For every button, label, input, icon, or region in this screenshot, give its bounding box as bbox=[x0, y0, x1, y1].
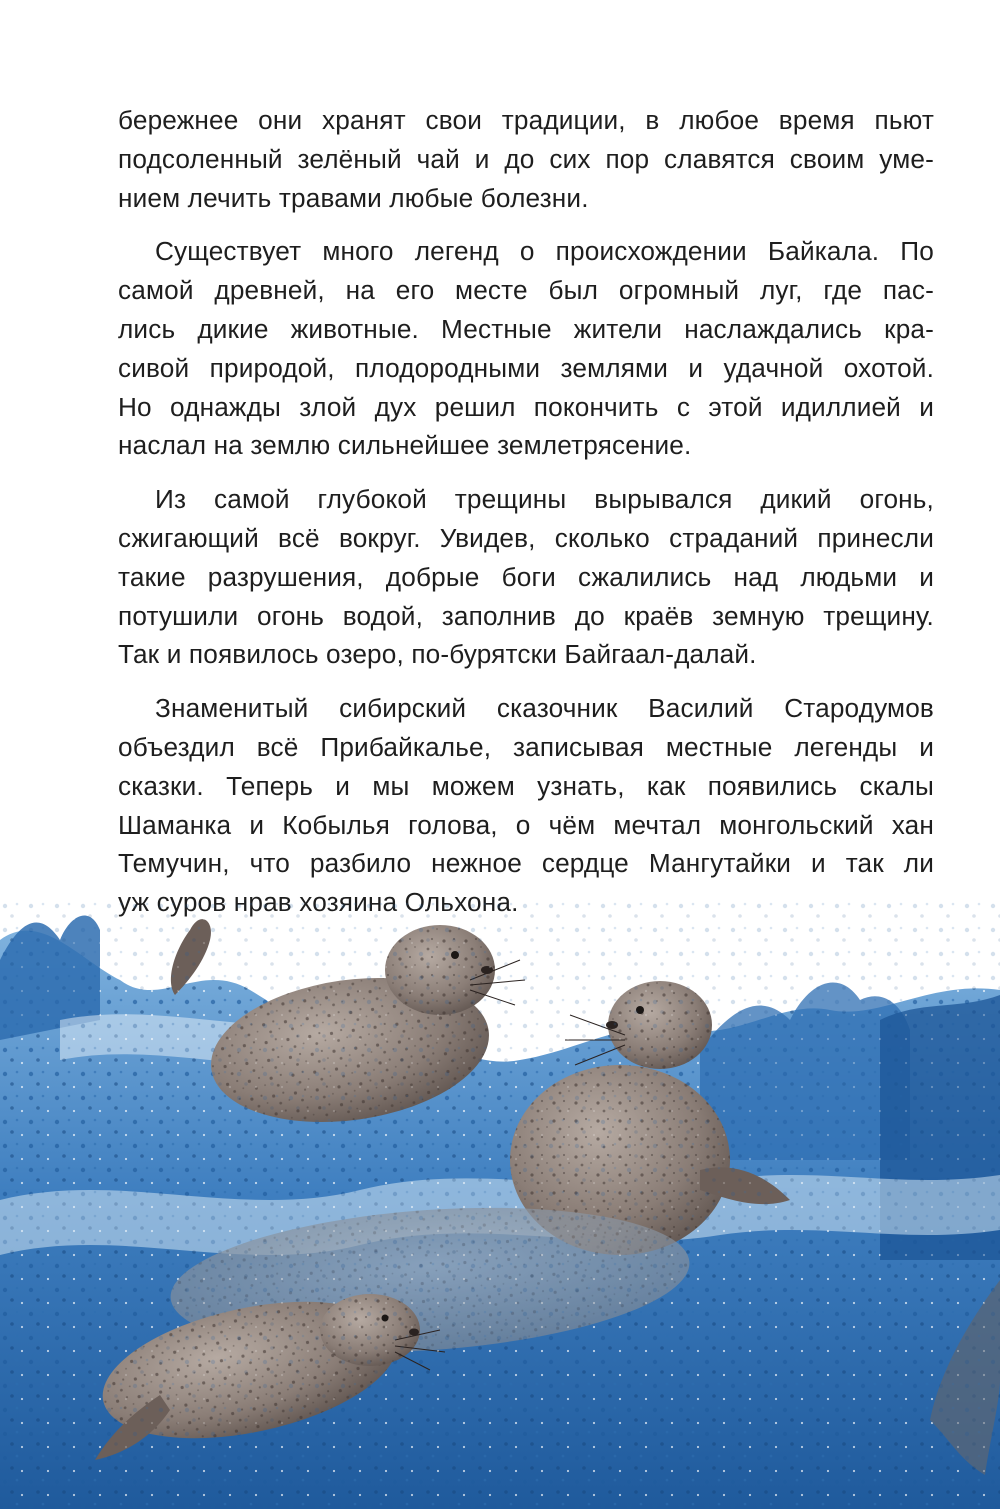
paragraph-1 bbox=[118, 101, 934, 217]
paragraph-2 bbox=[118, 232, 934, 465]
text-line: лись дикие животные. Местные жители наслаждались кра- bbox=[118, 313, 934, 344]
text-line: Существует много легенд о происхождении Байкала. По bbox=[155, 236, 934, 267]
body-text bbox=[118, 101, 934, 937]
text-line: нием лечить травами любые болезни. bbox=[118, 182, 589, 213]
text-line: сжигающий всё вокруг. Увидев, сколько страданий принесли bbox=[118, 522, 934, 553]
text-line: Но однажды злой дух решил покончить с этой идиллией и bbox=[118, 391, 934, 422]
text-line: Темучин, что разбило нежное сердце Мангутайки и так ли bbox=[118, 848, 934, 879]
text-line: объездил всё Прибайкалье, записывая местные легенды и bbox=[118, 731, 934, 762]
text-line: самой древней, на его месте был огромный луг, где пас- bbox=[118, 275, 934, 306]
text-line: бережнее они хранят свои традиции, в любое время пьют bbox=[118, 105, 934, 135]
text-line: подсоленный зелёный чай и до сих пор славятся своим уме- bbox=[118, 143, 934, 174]
seals-illustration bbox=[0, 900, 1000, 1509]
text-line: сказки. Теперь и мы можем узнать, как появились скалы bbox=[118, 770, 934, 801]
text-line: потушили огонь водой, заполнив до краёв земную трещину. bbox=[118, 600, 934, 631]
text-line: уж суров нрав хозяина Ольхона. bbox=[118, 887, 519, 918]
text-line: наслал на землю сильнейшее землетрясение. bbox=[118, 430, 692, 461]
text-line: Шаманка и Кобылья голова, о чём мечтал монгольский хан bbox=[118, 809, 934, 840]
text-line: Знаменитый сибирский сказочник Василий Стародумов bbox=[155, 693, 934, 724]
text-line: Так и появилось озеро, по-бурятски Байгаал-далай. bbox=[118, 639, 757, 670]
text-line: сивой природой, плодородными землями и удачной охотой. bbox=[118, 352, 934, 383]
paragraph-3 bbox=[118, 480, 934, 674]
text-line: Из самой глубокой трещины вырывался дикий огонь, bbox=[155, 484, 934, 515]
text-line: такие разрушения, добрые боги сжалились над людьми и bbox=[118, 561, 934, 592]
paragraph-4 bbox=[118, 689, 934, 922]
